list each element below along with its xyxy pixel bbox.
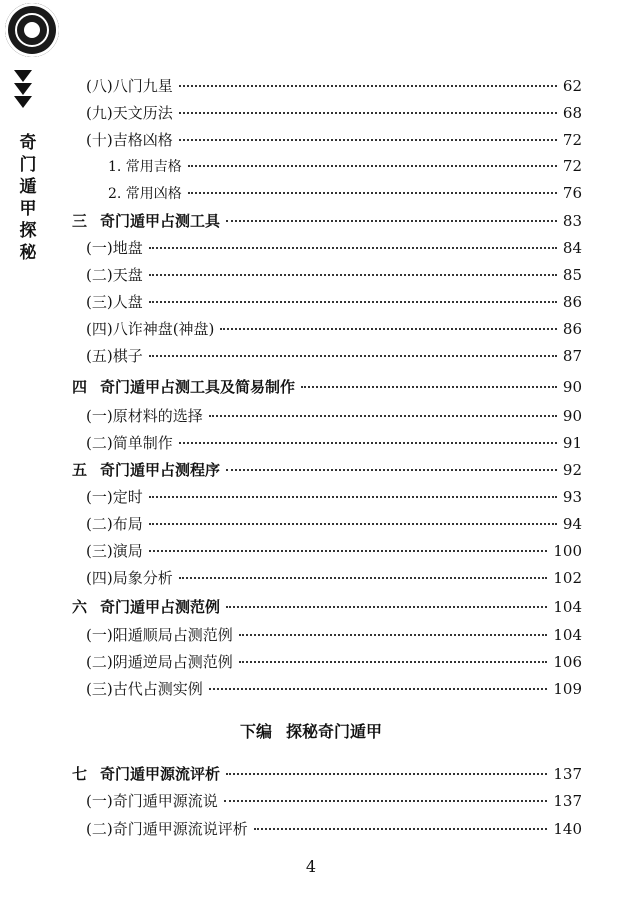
- toc-page-number: 94: [562, 515, 582, 533]
- leader-dots: [179, 85, 557, 87]
- toc-entry-label: 1. 常用吉格: [108, 159, 182, 175]
- leader-dots: [179, 577, 548, 579]
- toc-chapter-label: [72, 763, 220, 784]
- toc-entry-label: (二)布局: [86, 515, 143, 533]
- part-label: 下编: [239, 722, 272, 741]
- leader-dots: [220, 328, 556, 330]
- toc-entry[interactable]: [0, 183, 622, 205]
- leader-dots: [239, 634, 548, 636]
- side-title-char: 遁: [19, 177, 37, 197]
- page-number: 4: [305, 857, 317, 876]
- toc-entry-label: (五)棋子: [86, 347, 143, 365]
- toc-page-number: 76: [562, 184, 582, 202]
- toc-entry-label: (二)阴遁逆局占测范例: [86, 653, 233, 671]
- toc-entry-label: 2. 常用凶格: [108, 186, 182, 202]
- toc-entry[interactable]: [0, 678, 622, 700]
- leader-dots: [226, 220, 557, 222]
- toc-entry-label: (九)天文历法: [86, 104, 173, 122]
- toc-entry[interactable]: [0, 264, 622, 286]
- toc-page-number: 104: [553, 626, 582, 644]
- leader-dots: [224, 800, 548, 802]
- toc-page-number: 83: [562, 212, 582, 230]
- toc-entry[interactable]: [0, 237, 622, 259]
- part-heading: [0, 719, 622, 742]
- toc-entry-label: (一)原材料的选择: [86, 407, 203, 425]
- toc-chapter-label: [72, 459, 220, 480]
- chapter-title: 奇门遁甲占测程序: [100, 461, 221, 479]
- toc-page-number: 109: [553, 680, 582, 698]
- side-title-char: 奇: [19, 133, 37, 153]
- toc-chapter[interactable]: [0, 763, 622, 785]
- toc-entry-label: (二)天盘: [86, 266, 143, 284]
- toc-page-number: 87: [562, 347, 582, 365]
- toc-chapter[interactable]: [0, 596, 622, 618]
- toc-entry-label: (一)阳遁顺局占测范例: [86, 626, 233, 644]
- toc-entry-label: (一)定时: [86, 488, 143, 506]
- leader-dots: [226, 773, 547, 775]
- chapter-title: 奇门遁甲源流评析: [100, 765, 221, 783]
- chapter-number: 六: [72, 598, 88, 616]
- toc-entry[interactable]: [0, 318, 622, 340]
- leader-dots: [254, 828, 548, 830]
- toc-page-number: 140: [553, 820, 582, 838]
- chapter-number: 七: [72, 765, 88, 783]
- toc-page-number: 90: [562, 378, 582, 396]
- toc-entry[interactable]: [0, 75, 622, 97]
- side-title-char: 门: [19, 155, 37, 175]
- toc-entry[interactable]: [0, 129, 622, 151]
- toc-page-number: 104: [553, 598, 582, 616]
- toc-page-number: 100: [553, 542, 582, 560]
- toc-entry[interactable]: [0, 405, 622, 427]
- toc-page-number: 106: [553, 653, 582, 671]
- toc-chapter[interactable]: [0, 210, 622, 232]
- toc-entry[interactable]: [0, 156, 622, 178]
- toc-page-number: 90: [562, 407, 582, 425]
- leader-dots: [149, 355, 557, 357]
- toc-page-number: 68: [562, 104, 582, 122]
- leader-dots: [301, 386, 557, 388]
- leader-dots: [149, 523, 557, 525]
- toc-page-number: 72: [562, 131, 582, 149]
- toc-entry[interactable]: [0, 567, 622, 589]
- leader-dots: [149, 496, 557, 498]
- emblem-core: [24, 22, 40, 38]
- toc-page-number: 84: [562, 239, 582, 257]
- toc-entry[interactable]: [0, 624, 622, 646]
- toc-page-number: 92: [562, 461, 582, 479]
- leader-dots: [179, 442, 557, 444]
- toc-page-number: 93: [562, 488, 582, 506]
- leader-dots: [149, 301, 557, 303]
- toc-page-number: 137: [553, 765, 582, 783]
- leader-dots: [149, 247, 557, 249]
- toc-page-number: 102: [553, 569, 582, 587]
- toc-entry[interactable]: [0, 790, 622, 812]
- toc-entry-label: (二)奇门遁甲源流说评析: [86, 820, 248, 838]
- toc-entry[interactable]: [0, 513, 622, 535]
- side-title-char: 甲: [19, 199, 37, 219]
- chapter-number: 五: [72, 461, 88, 479]
- toc-entry-label: (一)奇门遁甲源流说: [86, 792, 218, 810]
- toc-entry[interactable]: [0, 486, 622, 508]
- chapter-title: 奇门遁甲占测工具及简易制作: [100, 378, 296, 396]
- chapter-title: 奇门遁甲占测工具: [100, 212, 221, 230]
- toc-page-number: 62: [562, 77, 582, 95]
- toc-chapter[interactable]: [0, 459, 622, 481]
- leader-dots: [149, 550, 548, 552]
- toc-entry[interactable]: [0, 540, 622, 562]
- leader-dots: [149, 274, 557, 276]
- chapter-number: 四: [72, 378, 88, 396]
- toc-entry[interactable]: [0, 102, 622, 124]
- leader-dots: [239, 661, 548, 663]
- leader-dots: [188, 165, 557, 167]
- toc-page-number: 86: [562, 293, 582, 311]
- toc-entry-label: (二)简单制作: [86, 434, 173, 452]
- side-title-char: 秘: [19, 243, 37, 263]
- toc-page-number: 85: [562, 266, 582, 284]
- leader-dots: [209, 688, 548, 690]
- toc-chapter-label: [72, 376, 295, 397]
- toc-page-number: 137: [553, 792, 582, 810]
- toc-entry[interactable]: [0, 818, 622, 840]
- toc-chapter-label: [72, 596, 220, 617]
- leader-dots: [179, 112, 557, 114]
- leader-dots: [226, 606, 547, 608]
- toc-entry-label: (一)地盘: [86, 239, 143, 257]
- toc-entry-label: (四)八诈神盘(神盘): [86, 320, 215, 338]
- side-title-char: 探: [19, 221, 37, 241]
- toc-entry-label: (十)吉格凶格: [86, 131, 173, 149]
- chapter-title: 奇门遁甲占测范例: [100, 598, 221, 616]
- toc-page-number: 91: [562, 434, 582, 452]
- toc-page-number: 86: [562, 320, 582, 338]
- leader-dots: [188, 192, 557, 194]
- toc-entry-label: (八)八门九星: [86, 77, 173, 95]
- leader-dots: [226, 469, 557, 471]
- chapter-number: 三: [72, 212, 88, 230]
- toc-entry[interactable]: [0, 345, 622, 367]
- leader-dots: [209, 415, 557, 417]
- toc-entry-label: (四)局象分析: [86, 569, 173, 587]
- toc-entry[interactable]: [0, 651, 622, 673]
- part-title: 探秘奇门遁甲: [286, 722, 383, 741]
- toc-entry[interactable]: [0, 432, 622, 454]
- toc-page-number: 72: [562, 157, 582, 175]
- toc-entry[interactable]: [0, 291, 622, 313]
- leader-dots: [179, 139, 557, 141]
- logo-emblem: [5, 3, 59, 57]
- toc-entry-label: (三)演局: [86, 542, 143, 560]
- toc-chapter-label: [72, 210, 220, 231]
- toc-entry-label: (三)人盘: [86, 293, 143, 311]
- toc-chapter[interactable]: [0, 376, 622, 398]
- toc-entry-label: (三)古代占测实例: [86, 680, 203, 698]
